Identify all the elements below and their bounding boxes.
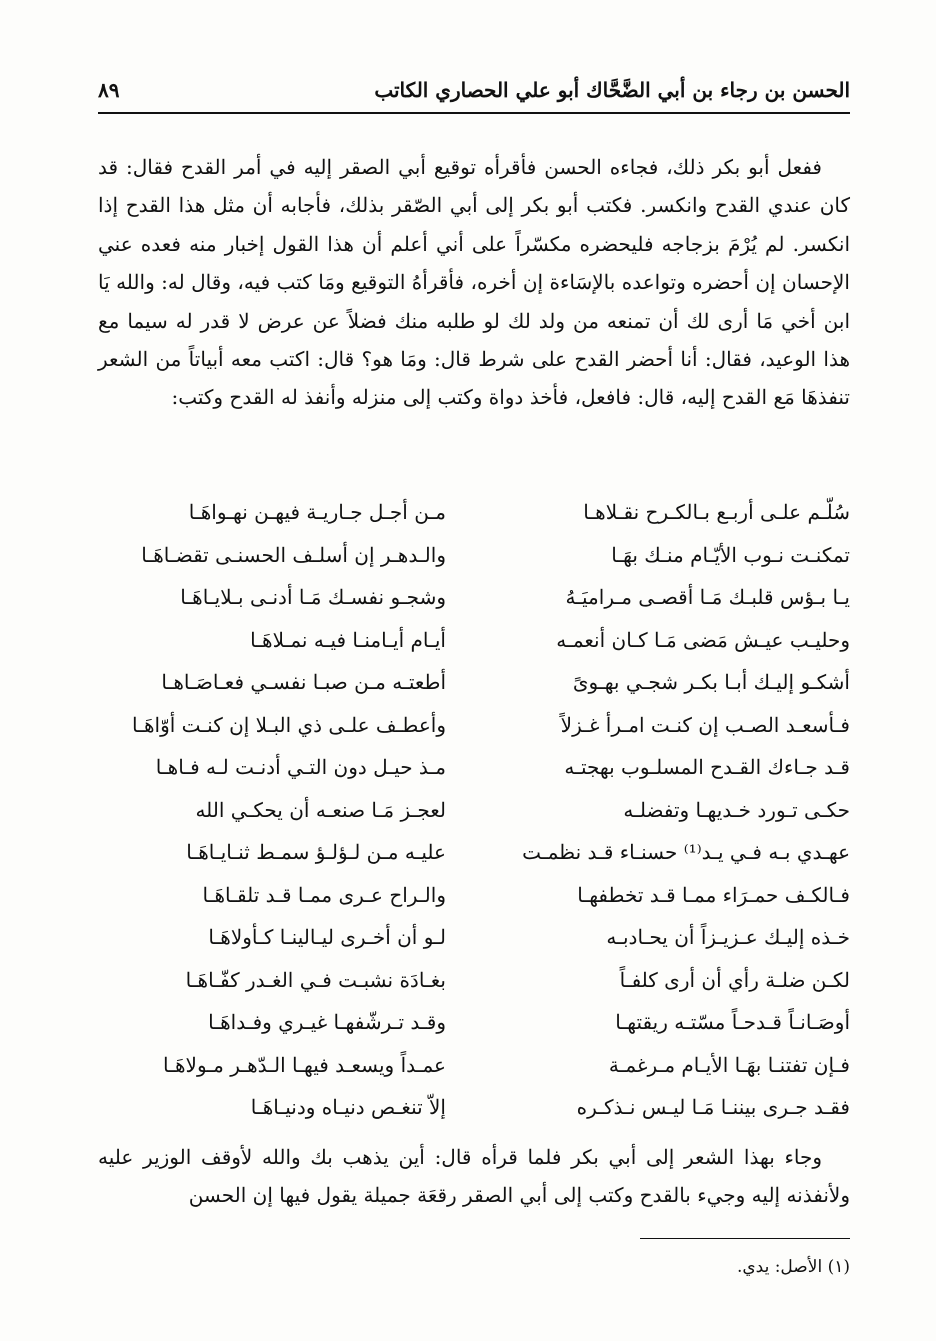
header-rule [98,112,850,114]
poem-verse [98,746,850,789]
poem-verse [98,534,850,577]
poem-verse [98,661,850,704]
verse-first-hemistich: لكـن ضلـة رأي أن أرى كلفـاً [619,967,850,992]
verse-second-hemistich: بغـادَة نشبـت فـي الغـدر كفّـاهَـا [185,967,446,992]
poem-verse [98,491,850,534]
verse-second-hemistich: عمـداً ويسعـد فيهـا الـدّهـر مـولاهَـا [163,1052,446,1077]
poem-verse [98,789,850,832]
verse-second-hemistich: إلاّ تنغـص دنيـاه ودنيـاهَـا [250,1095,446,1119]
poem [98,491,850,1131]
paragraph-bottom: وجاء بهذا الشعر إلى أبي بكر فلما قرأه قال: أين يذهب بك والله لأوقف الوزير عليه ولأنفذنه إليه وجيء بالقدح وكتب إلى أبي الصقر رقعَة جميلة يقول فيها إن الحسن [98,1145,850,1208]
poem-verse [98,916,850,959]
verse-first-hemistich: خـذه إليـك عـزيـزاً أن يحـادبـه [606,925,850,949]
verse-first-hemistich: يـا بـؤس قلبـك مَـا أقصـى مـراميَـهُ [565,585,850,609]
verse-first-hemistich: فـالكـف حمـرَاء ممـا قـد تخطفهـا [577,882,850,907]
verse-first-hemistich: أشكـو إليـك أبـا بكـر شجـي بهـوىً [572,670,850,694]
poem-verse [98,1001,850,1044]
verse-first-hemistich: عهـدي بـه فـي يـد⁽¹⁾ حسنـاء قـد نظمـت [522,840,850,864]
footnote-marker: (١) [827,1257,850,1277]
verse-first-hemistich: فـإن تفتنـا بهَـا الأيـام مـرغمـة [608,1052,850,1077]
verse-second-hemistich: أطعتـه مـن صبـا نفسـي فعـاصَـاهـا [161,670,446,694]
footnote [98,1252,850,1282]
verse-second-hemistich: مـذ حيـل دون التـي أدنـت لـه فـاهـا [155,755,446,779]
paragraph-top: ففعل أبو بكر ذلك، فجاءه الحسن فأقرأه توقيع أبي الصقر إليه في أمر القدح فقال: قد كان عندي القدح وانكسر. فكتب أبو بكر إلى أبي الصّقر بذلك، فأجابه أن مثل هذا القدح إذا انكسر. لم يُرْمَ بزجاجه فليحضره مكسّراً على أني أعلم أن هذا القول إخبار منه فعده عني الإحسان إن أحضره وتواعده بالإسَاءة إن أخره، فأقرأهُ التوقيع ومَا كتب فيه، وقال له: والله يَا ابن أخي مَا أرى لك أن تمنعه من ولد لك لو طلبه منك فضلاً عن عرض لا قدر له سيما مع هذا الوعيد، فقال: أنا أحضر القدح على شرط قال: ومَا هو؟ قال: اكتب معه أبياتاً من الشعر تنفذهَا مَع القدح إليه، قال: فافعل، فأخذ دواة وكتب إلى منزله وأنفذ له القدح وكتب: [98,155,850,410]
verse-first-hemistich: تمكنـت نـوب الأيّـام منـك بهَـا [611,542,850,567]
verse-first-hemistich: حكـى تـورد خـديهـا وتفضلـه [623,797,850,822]
poem-verse [98,959,850,1002]
footnote-rule [640,1238,850,1239]
verse-second-hemistich: لـو أن أخـرى ليـالينـا كـأولاهَـا [208,925,446,949]
verse-first-hemistich: فقـد جـرى بيننـا مَـا ليـس نـذكـره [576,1095,850,1119]
poem-verse [98,874,850,917]
poem-verse [98,1044,850,1087]
poem-verse [98,831,850,874]
poem-verse [98,1086,850,1129]
verse-second-hemistich: والـراح عـرى ممـا قـد تلقـاهَـا [202,882,446,907]
verse-second-hemistich: وقـد تـرشّفهـا غيـري وفـداهَـا [208,1010,446,1034]
verse-second-hemistich: وأعطـف علـى ذي البـلا إن كنـت أوّاهَـا [132,712,446,737]
prose-top [98,148,850,417]
verse-first-hemistich: سُلّـم علـى أربـع بـالكـرح نقـلاهـا [583,500,850,524]
verse-first-hemistich: فـأسعـد الصـب إن كنـت امـرأ غـزلاً [560,712,850,737]
verse-first-hemistich: قـد جـاءك القـدح المسلـوب بهجتـه [564,755,850,779]
header-title: الحسن بن رجاء بن أبي الضَّحَّاك أبو علي الحصاري الكاتب [374,78,850,102]
verse-second-hemistich: وشجـو نفسـك مَـا أدنـى بـلايـاهَـا [180,585,446,609]
footnote-text: الأصل: يدي. [736,1257,823,1277]
verse-second-hemistich: أيـام أيـامنـا فيـه نمـلاهَـا [250,627,446,652]
poem-verse [98,619,850,662]
verse-second-hemistich: والـدهـر إن أسلـف الحسنـى تقضـاهَـا [141,542,446,567]
verse-first-hemistich: أوصَـانـاً قـدحـاً مسّتـه ريقتهـا [615,1010,850,1034]
verse-second-hemistich: لعجـز مَـا صنعـه أن يحكـي الله [195,797,446,822]
poem-verse [98,576,850,619]
page-number: ٨٩ [98,78,120,102]
verse-first-hemistich: وحليـب عيـش مَضى مَـا كـان أنعمـه [556,627,850,652]
verse-second-hemistich: عليـه مـن لـؤلـؤ سمـط ثنـايـاهَـا [186,840,446,864]
running-header [98,70,850,110]
verse-second-hemistich: مـن أجـل جـاريـة فيهـن نهـواهَـا [188,500,446,524]
prose-bottom [98,1138,850,1215]
poem-verse [98,704,850,747]
